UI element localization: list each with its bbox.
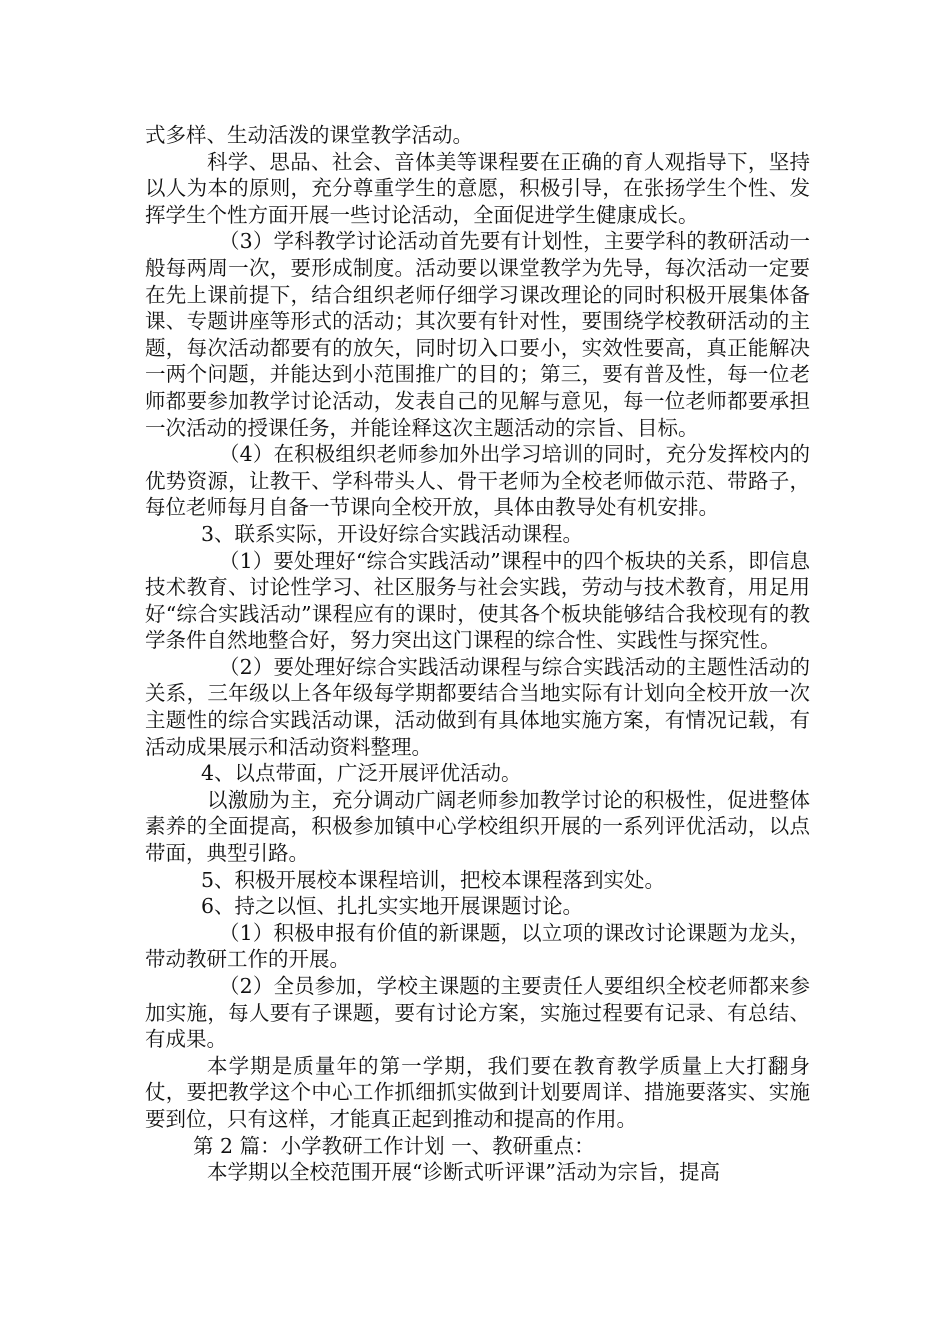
paragraph: 科学、思品、社会、音体美等课程要在正确的育人观指导下，坚持以人为本的原则，充分尊重学生的意愿，积极引导，在张扬学生个性、发挥学生个性方面开展一些讨论活动，全面促进学生健康成长。 — [145, 149, 810, 227]
paragraph: 式多样、生动活泼的课堂教学活动。 — [145, 123, 473, 147]
document-body — [145, 122, 810, 1186]
section-heading: 3、联系实际，开设好综合实践活动课程。 — [201, 521, 584, 546]
article-heading: 第 2 篇：小学教研工作计划 一、教研重点： — [193, 1133, 595, 1158]
paragraph: （3）学科教学讨论活动首先要有计划性，主要学科的教研活动一般每两周一次，要形成制度。活动要以课堂教学为先导，每次活动一定要在先上课前提下，结合组织老师仔细学习课改理论的同时积极开展集体备课、专题讲座等形式的活动；其次要有针对性，要围绕学校教研活动的主题，每次活动都要有的放矢，同时切入口要小，实效性要高，真正能解决一两个问题，并能达到小范围推广的目的；第三，要有普及性，每一位老师都要参加教学讨论活动，发表自己的见解与意见，每一位老师都要承担一次活动的授课任务，并能诠释这次主题活动的宗旨、目标。 — [145, 229, 810, 440]
paragraph: 本学期以全校范围开展“诊断式听评课”活动为宗旨，提高 — [207, 1160, 720, 1185]
paragraph: （2）要处理好综合实践活动课程与综合实践活动的主题性活动的关系，三年级以上各年级每学期都要结合当地实际有计划向全校开放一次主题性的综合实践活动课，活动做到有具体地实施方案，有情况记载，有活动成果展示和活动资料整理。 — [145, 654, 810, 759]
paragraph: （4）在积极组织老师参加外出学习培训的同时，充分发挥校内的优势资源，让教干、学科带头人、骨干老师为全校老师做示范、带路子，每位老师每月自备一节课向全校开放，具体由教导处有机安排。 — [145, 442, 810, 520]
paragraph: （1）积极申报有价值的新课题，以立项的课改讨论课题为龙头，带动教研工作的开展。 — [145, 920, 810, 972]
paragraph: （2）全员参加，学校主课题的主要责任人要组织全校老师都来参加实施，每人要有子课题，要有讨论方案，实施过程要有记录、有总结、有成果。 — [145, 974, 810, 1052]
section-heading: 6、持之以恒、扎扎实实地开展课题讨论。 — [201, 894, 584, 919]
paragraph: 以激励为主，充分调动广阔老师参加教学讨论的积极性，促进整体素养的全面提高，积极参加镇中心学校组织开展的一系列评优活动，以点带面，典型引路。 — [145, 787, 810, 866]
paragraph: （1）要处理好“综合实践活动”课程中的四个板块的关系，即信息技术教育、讨论性学习、社区服务与社会实践，劳动与技术教育，用足用好“综合实践活动”课程应有的课时，使其各个板块能够结合我校现有的教学条件自然地整合好，努力突出这门课程的综合性、实践性与探究性。 — [145, 548, 810, 653]
section-heading: 4、以点带面，广泛开展评优活动。 — [201, 761, 522, 786]
paragraph: 本学期是质量年的第一学期，我们要在教育教学质量上大打翻身仗，要把教学这个中心工作抓细抓实做到计划要周详、措施要落实、实施要到位，只有这样，才能真正起到推动和提高的作用。 — [145, 1053, 810, 1131]
section-heading: 5、积极开展校本课程培训，把校本课程落到实处。 — [201, 867, 666, 892]
